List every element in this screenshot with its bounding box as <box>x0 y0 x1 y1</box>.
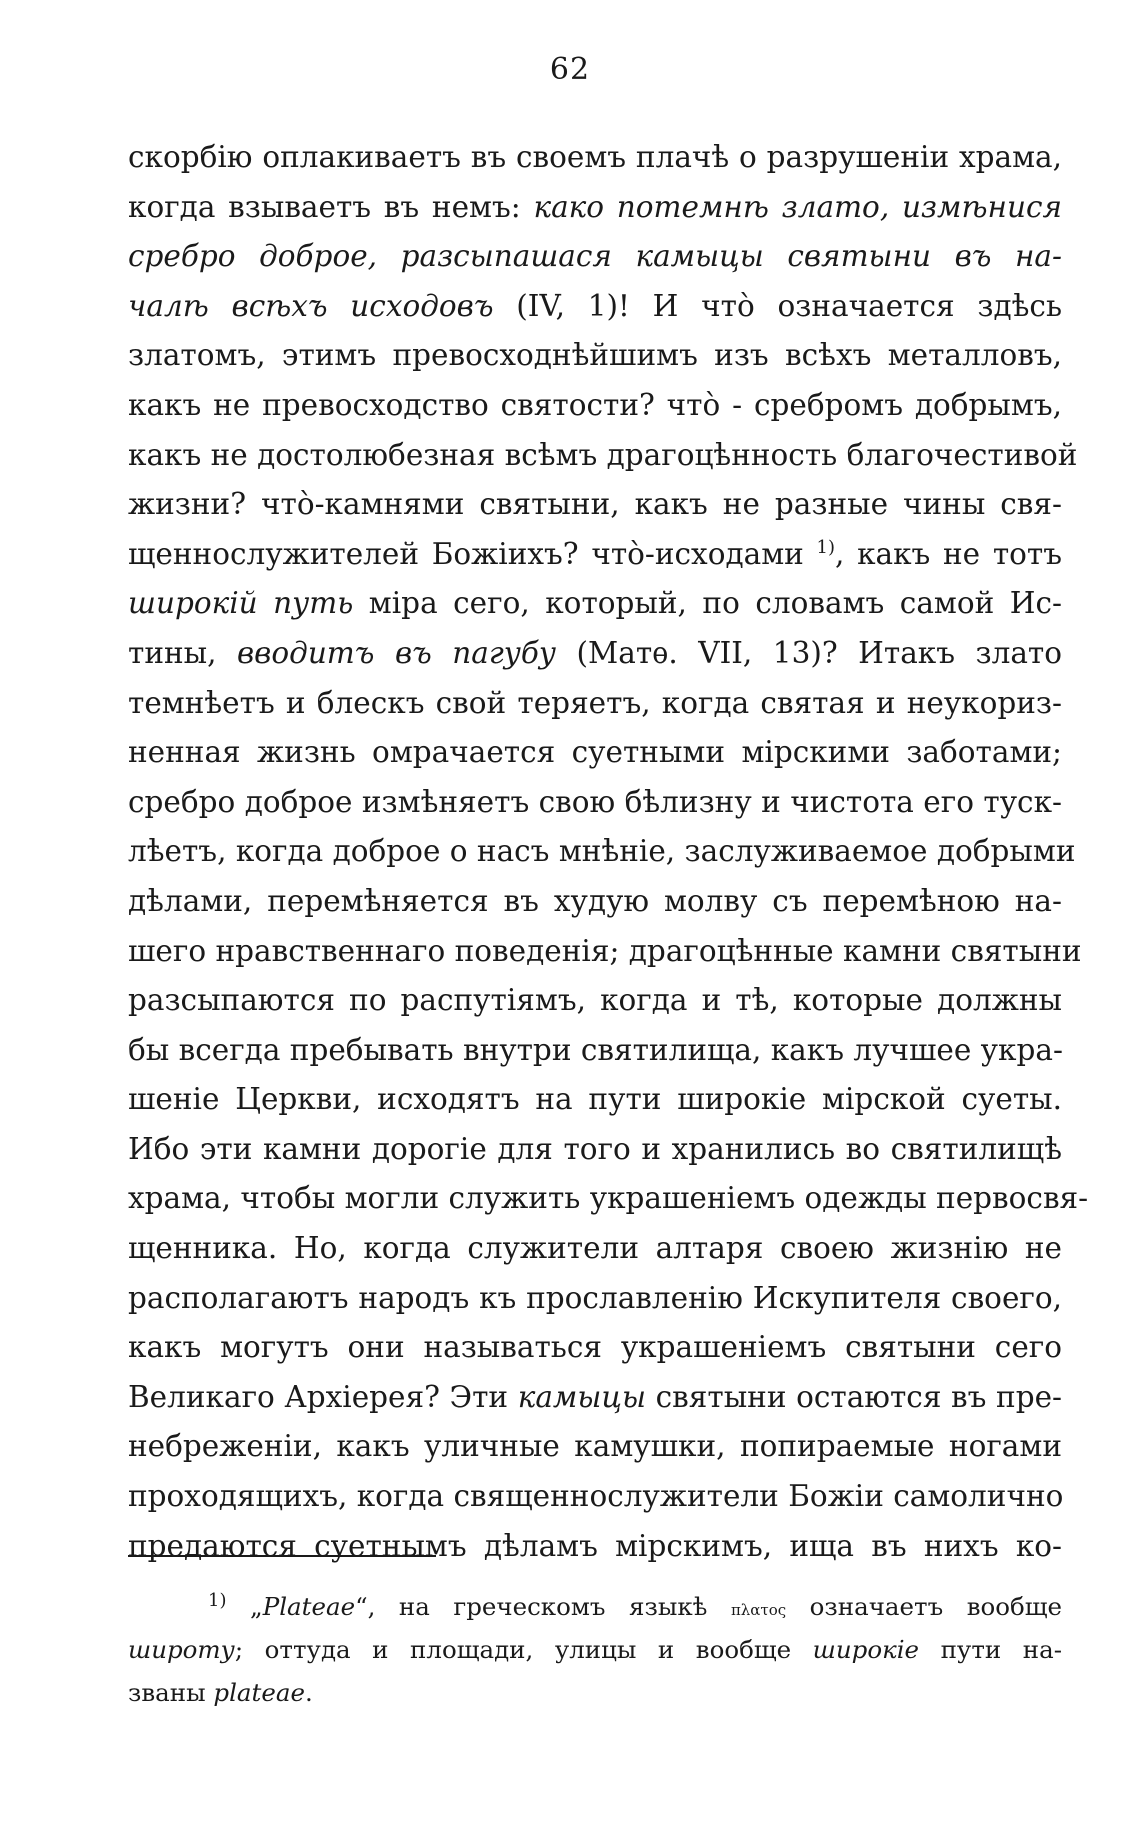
text-segment: проходящихъ, когда священнослужители Божіи самолично <box>128 1479 1064 1514</box>
text-segment: Ибо эти камни дорогіе для того и хранились во святилищѣ <box>128 1131 1062 1166</box>
text-line <box>128 1274 1062 1324</box>
text-segment: „ <box>226 1592 263 1621</box>
text-line <box>128 927 1082 977</box>
text-line <box>128 1224 1062 1274</box>
text-line <box>128 480 1062 530</box>
italic-text: сребро доброе, разсыпашася камыцы святыни въ на- <box>128 239 1062 274</box>
text-segment: разсыпаются по распутіямъ, когда и тѣ, которые должны <box>128 983 1062 1018</box>
text-segment: (Матѳ. VII, 13)? Итакъ злато <box>556 635 1062 670</box>
text-segment: пути на- <box>919 1635 1062 1664</box>
main-text-body <box>128 133 1089 1571</box>
text-line <box>128 679 1062 729</box>
text-segment: лѣетъ, когда доброе о насъ мнѣніе, заслуживаемое добрыми <box>128 834 1076 869</box>
footnote-separator <box>128 1555 436 1557</box>
text-segment: предаются суетнымъ дѣламъ мірскимъ, ища въ нихъ ко- <box>128 1528 1062 1563</box>
text-line <box>128 976 1062 1026</box>
text-segment: небреженіи, какъ уличные камушки, попираемые ногами <box>128 1429 1062 1464</box>
text-line <box>128 629 1062 679</box>
italic-text: широту <box>128 1635 235 1664</box>
text-segment: шего нравственнаго поведенія; драгоцѣнные камни святыни <box>128 933 1082 968</box>
text-segment: темнѣетъ и блескъ свой теряетъ, когда святая и неукориз- <box>128 685 1062 720</box>
text-line <box>128 1522 1062 1572</box>
text-segment: шеніе Церкви, исходятъ на пути широкіе мірской суеты. <box>128 1082 1062 1117</box>
text-line <box>128 1323 1062 1373</box>
italic-text: вводитъ въ пагубу <box>237 635 557 670</box>
text-segment: располагаютъ народъ къ прославленію Искупителя своего, <box>128 1280 1062 1315</box>
text-segment: щеннослужителей Божіихъ? что̀-исходами <box>128 536 817 571</box>
italic-text: како потемнѣ злато, измѣнися <box>533 189 1062 224</box>
text-line <box>128 728 1062 778</box>
text-segment: дѣлами, перемѣняется въ худую молву съ перемѣною на- <box>128 883 1062 918</box>
text-line <box>128 530 1062 580</box>
text-segment: означаетъ вообще <box>786 1592 1063 1621</box>
footnote-line <box>128 1628 1062 1671</box>
text-segment: ; оттуда и площади, улицы и вообще <box>234 1635 813 1664</box>
text-segment: святыни остаются въ пре- <box>646 1379 1062 1414</box>
italic-text: камыцы <box>517 1379 647 1414</box>
text-segment: златомъ, этимъ превосходнѣйшимъ изъ всѣхъ металловъ, <box>128 338 1062 373</box>
text-segment: . <box>304 1678 313 1707</box>
text-line <box>128 282 1062 332</box>
footnote-marker: 1) <box>208 1589 227 1611</box>
text-segment: тины, <box>128 635 238 670</box>
text-segment: званы <box>128 1678 214 1707</box>
text-segment: какъ не достолюбезная всѣмъ драгоцѣнность благочестивой <box>128 437 1078 472</box>
text-line <box>128 778 1062 828</box>
text-segment: “, на греческомъ языкѣ <box>355 1592 731 1621</box>
text-line <box>128 1125 1062 1175</box>
footnote <box>128 1585 1062 1714</box>
text-line <box>128 381 1062 431</box>
text-segment: какъ могутъ они называться украшеніемъ святыни сего <box>128 1330 1062 1365</box>
italic-text: Plateae <box>262 1592 356 1621</box>
italic-text: plateae <box>213 1678 305 1707</box>
text-line <box>128 1174 1089 1224</box>
text-line <box>128 133 1062 183</box>
text-line <box>128 1026 1062 1076</box>
text-line <box>128 579 1062 629</box>
footnote-line <box>128 1671 1062 1714</box>
text-segment: ненная жизнь омрачается суетными мірскими заботами; <box>128 735 1062 770</box>
text-segment: скорбію оплакиваетъ въ своемъ плачѣ о разрушеніи храма, <box>128 140 1062 174</box>
text-segment: міра сего, который, по словамъ самой Ис- <box>353 586 1062 621</box>
text-line <box>128 1373 1062 1423</box>
footnote-marker: 1) <box>816 536 835 558</box>
text-segment: когда взываетъ въ немъ: <box>128 189 534 224</box>
text-segment: (IV, 1)! И что̀ означается здѣсь <box>493 288 1063 323</box>
page-number: 62 <box>549 52 591 87</box>
text-segment: какъ не превосходство святости? что̀ - сребромъ добрымъ, <box>128 387 1062 422</box>
text-segment: Великаго Архіерея? Эти <box>128 1379 518 1414</box>
text-line <box>128 1472 1062 1522</box>
text-line <box>128 232 1062 282</box>
italic-text: широкіе <box>812 1635 920 1664</box>
text-segment: жизни? что̀-камнями святыни, какъ не разные чины свя- <box>128 487 1062 522</box>
italic-text: чалѣ всѣхъ исходовъ <box>128 288 494 323</box>
text-line <box>128 331 1062 381</box>
text-line <box>128 827 1076 877</box>
text-segment: , какъ не тотъ <box>835 536 1062 571</box>
greek-word: πλατος <box>730 1601 787 1619</box>
text-segment: щенника. Но, когда служители алтаря своею жизнію не <box>128 1231 1062 1266</box>
text-segment: бы всегда пребывать внутри святилища, какъ лучшее укра- <box>128 1032 1063 1067</box>
text-line <box>128 1075 1062 1125</box>
text-line <box>128 183 1062 233</box>
text-segment: сребро доброе измѣняетъ свою бѣлизну и чистота его туск- <box>128 784 1062 819</box>
text-line <box>128 877 1062 927</box>
text-line <box>128 1422 1062 1472</box>
text-segment: храма, чтобы могли служить украшеніемъ одежды первосвя- <box>128 1181 1089 1216</box>
text-line <box>128 431 1078 481</box>
footnote-line <box>128 1585 1062 1628</box>
italic-text: широкій путь <box>128 586 354 621</box>
